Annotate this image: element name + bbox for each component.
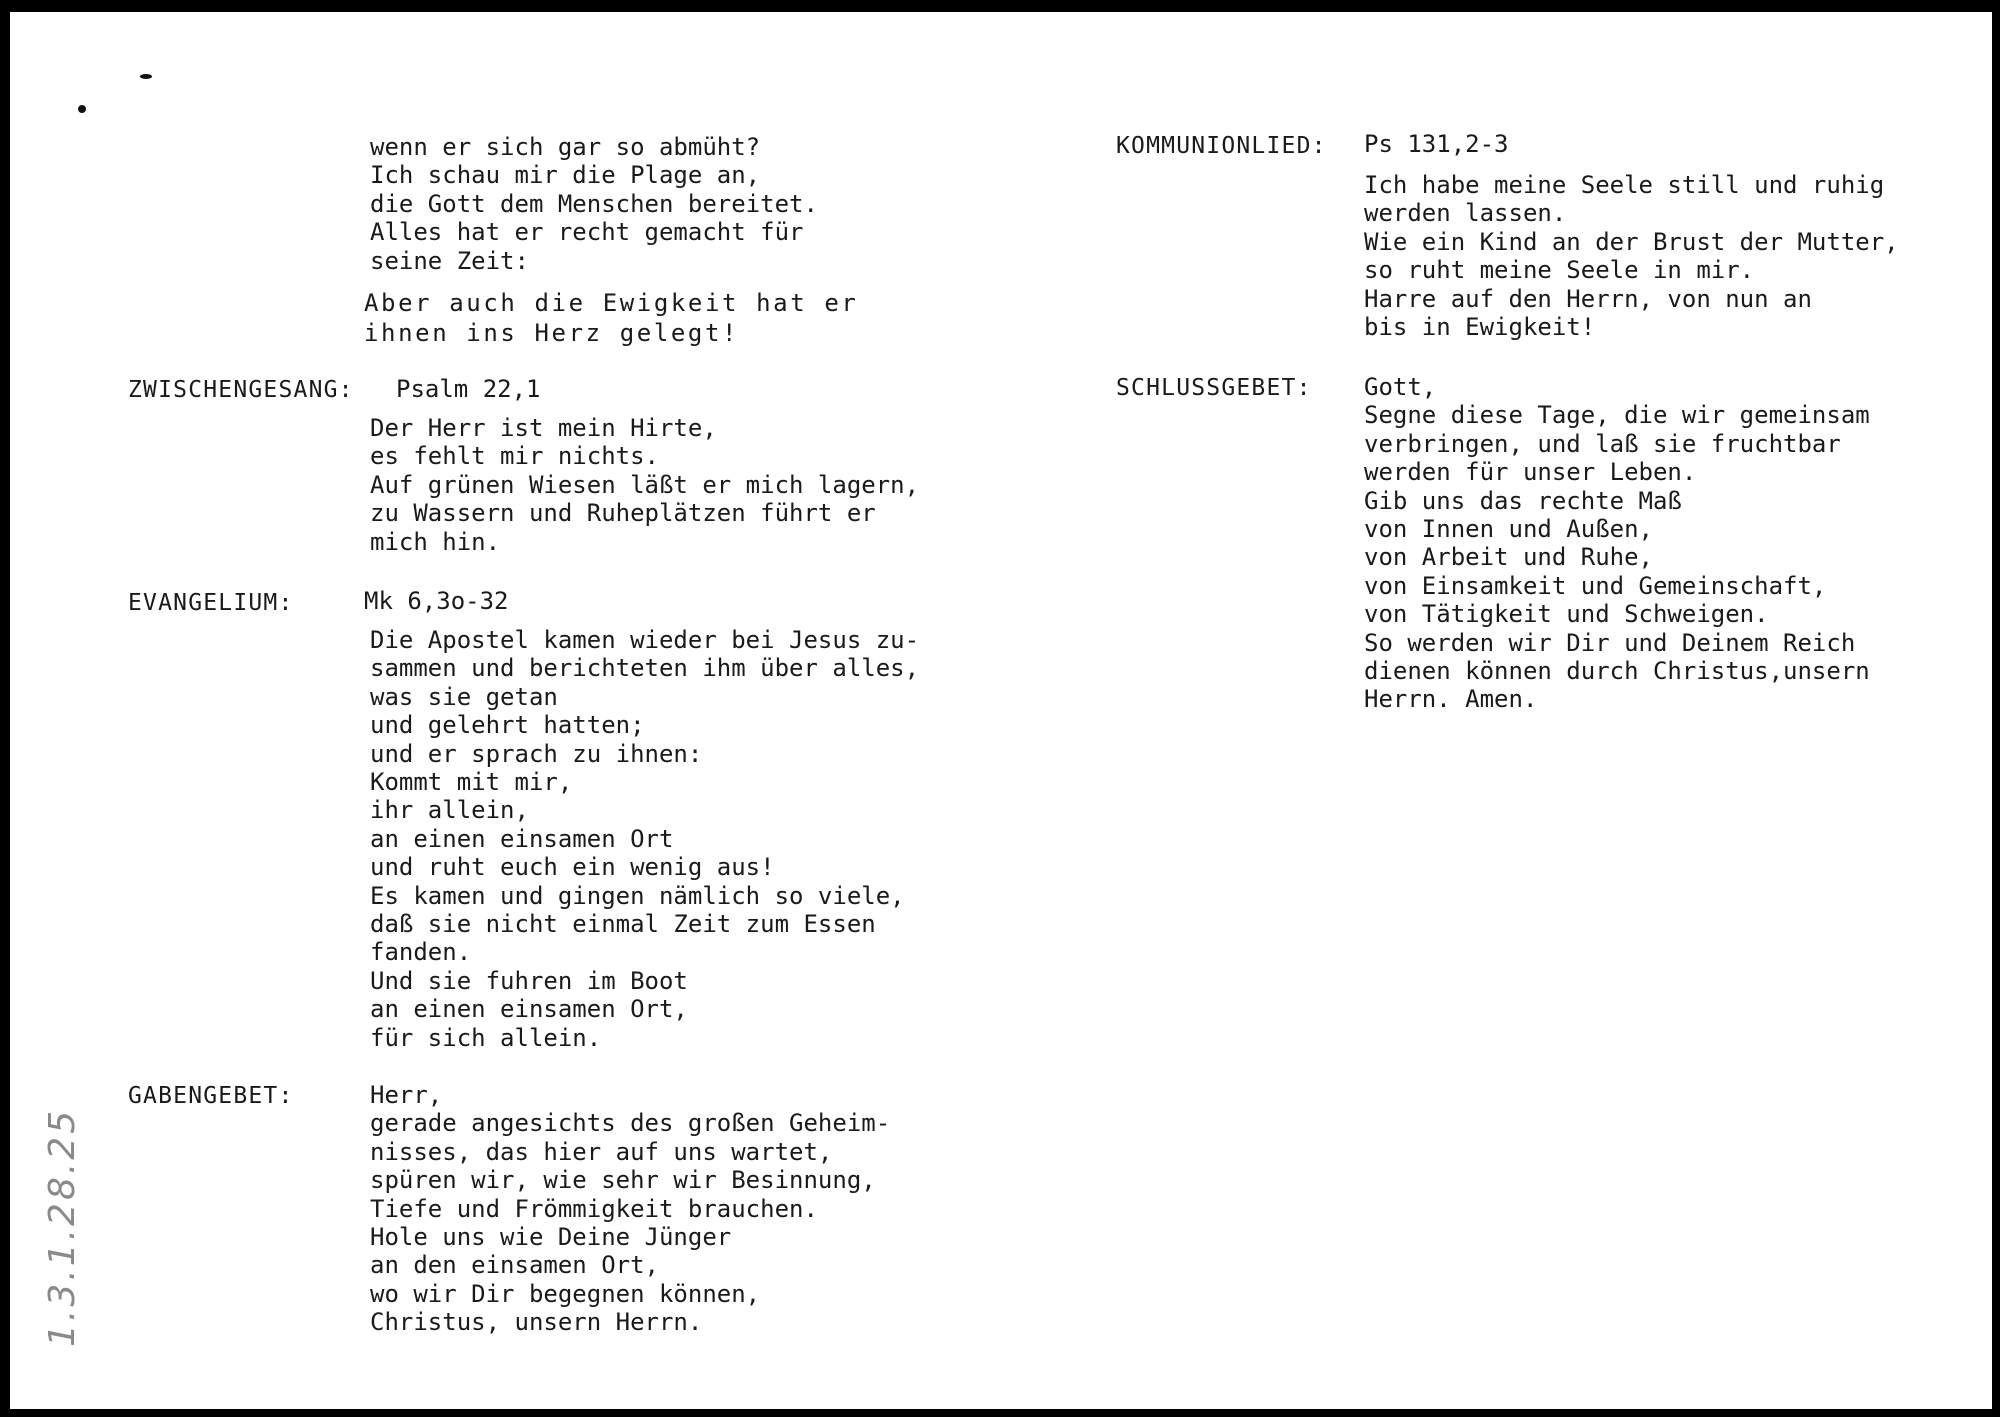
text-line: ihr allein, (370, 796, 529, 825)
intro-lines (370, 133, 818, 275)
text-line: Kommt mit mir, (370, 768, 573, 797)
text-line: sammen und berichteten ihm über alles, (370, 654, 920, 683)
text-line: Christus, unsern Herrn. (370, 1308, 703, 1337)
schlussgebet-heading: SCHLUSSGEBET: (1116, 375, 1312, 401)
text-line: fanden. (370, 938, 472, 967)
text-line: nisses, das hier auf uns wartet, (370, 1137, 833, 1166)
text-line: Hole uns wie Deine Jünger (370, 1223, 732, 1252)
text-line: bis in Ewigkeit! (1364, 313, 1596, 342)
text-line: Tiefe und Frömmigkeit brauchen. (370, 1194, 818, 1223)
text-line: Ich habe meine Seele still und ruhig (1364, 171, 1885, 199)
text-line: Gott, (1364, 373, 1437, 401)
text-line: Segne diese Tage, die wir gemeinsam (1364, 401, 1870, 430)
text-line: von Arbeit und Ruhe, (1364, 543, 1653, 572)
text-line: dienen können durch Christus,unsern (1364, 657, 1870, 686)
schlussgebet-text (1364, 373, 1870, 714)
text-line: Herr, (370, 1081, 443, 1109)
text-line: gerade angesichts des großen Geheim- (370, 1109, 891, 1138)
text-line: von Tätigkeit und Schweigen. (1364, 600, 1769, 629)
zwischengesang-heading: ZWISCHENGESANG: (128, 377, 354, 403)
text-line: Alles hat er recht gemacht für (370, 218, 804, 247)
text-line: ihnen ins Herz gelegt! (364, 319, 740, 347)
text-line: daß sie nicht einmal Zeit zum Essen (370, 910, 876, 939)
evangelium-heading: EVANGELIUM: (128, 590, 294, 616)
kommunionlied-heading: KOMMUNIONLIED: (1116, 133, 1327, 159)
text-line: mich hin. (370, 527, 501, 556)
gabengebet-text (370, 1081, 890, 1337)
text-line: so ruht meine Seele in mir. (1364, 256, 1755, 285)
text-line: Auf grünen Wiesen läßt er mich lagern, (370, 470, 920, 499)
intro-response (364, 288, 858, 348)
text-line: Die Apostel kamen wieder bei Jesus zu- (370, 626, 920, 654)
gabengebet-heading: GABENGEBET: (128, 1083, 294, 1109)
text-line: So werden wir Dir und Deinem Reich (1364, 628, 1856, 657)
text-line: und er sprach zu ihnen: (370, 739, 703, 768)
text-line: werden lassen. (1364, 199, 1567, 228)
evangelium-text (370, 626, 919, 1052)
text-line: Es kamen und gingen nämlich so viele, (370, 881, 905, 910)
text-line: für sich allein. (370, 1023, 602, 1052)
text-line: und ruht euch ein wenig aus! (370, 853, 775, 882)
text-line: Harre auf den Herrn, von nun an (1364, 284, 1812, 313)
zwischengesang-text (370, 414, 919, 556)
text-line: wenn er sich gar so abmüht? (370, 133, 761, 161)
text-line: Der Herr ist mein Hirte, (370, 414, 717, 442)
evangelium-ref: Mk 6,3o-32 (364, 587, 509, 615)
text-line: von Innen und Außen, (1364, 515, 1653, 544)
text-line: an den einsamen Ort, (370, 1251, 659, 1280)
text-line: von Einsamkeit und Gemeinschaft, (1364, 571, 1827, 600)
margin-note-text: 1.3.1.28.25 (42, 1107, 83, 1347)
text-line: es fehlt mir nichts. (370, 442, 659, 471)
text-line: werden für unser Leben. (1364, 458, 1697, 487)
text-line: Herrn. Amen. (1364, 685, 1538, 714)
text-line: an einen einsamen Ort, (370, 995, 688, 1024)
text-line: zu Wassern und Ruheplätzen führt er (370, 499, 876, 528)
kommunionlied-text (1364, 171, 1899, 341)
text-line: die Gott dem Menschen bereitet. (370, 189, 818, 218)
handwritten-margin-note (42, 1062, 88, 1352)
text-line: Und sie fuhren im Boot (370, 966, 688, 995)
ink-mark (140, 74, 152, 79)
text-line: verbringen, und laß sie fruchtbar (1364, 429, 1841, 458)
text-line: und gelehrt hatten; (370, 711, 645, 740)
text-line: wo wir Dir begegnen können, (370, 1279, 761, 1308)
kommunionlied-ref: Ps 131,2-3 (1364, 130, 1509, 158)
zwischengesang-ref: Psalm 22,1 (396, 375, 541, 403)
text-line: an einen einsamen Ort (370, 824, 674, 853)
text-line: seine Zeit: (370, 246, 529, 275)
ink-mark (78, 105, 86, 113)
text-line: Aber auch die Ewigkeit hat er (364, 289, 859, 317)
text-line: Wie ein Kind an der Brust der Mutter, (1364, 227, 1899, 256)
document-page (10, 12, 1992, 1409)
text-line: Ich schau mir die Plage an, (370, 161, 761, 190)
text-line: was sie getan (370, 682, 558, 711)
text-line: spüren wir, wie sehr wir Besinnung, (370, 1166, 876, 1195)
text-line: Gib uns das rechte Maß (1364, 486, 1682, 515)
